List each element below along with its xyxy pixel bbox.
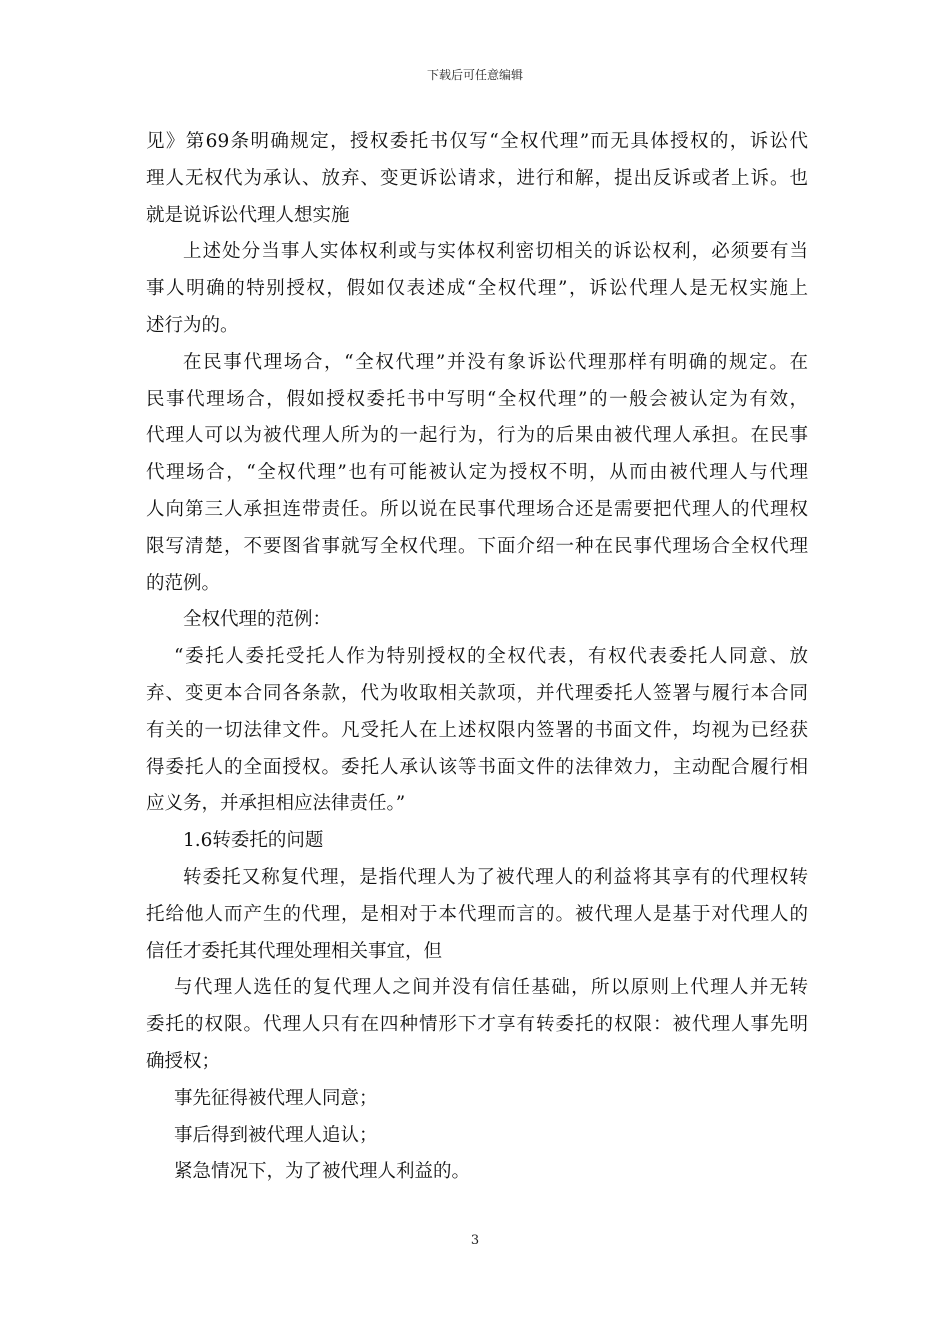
page-number: 3 xyxy=(470,1233,480,1248)
text-line: 理人无权代为承认、放弃、变更诉讼请求，进行和解，提出反诉或者上诉。也 xyxy=(146,167,808,189)
text-line: 限写清楚，不要图省事就写全权代理。下面介绍一种在民事代理场合全权代理 xyxy=(146,535,808,557)
list-item-emergency xyxy=(146,1154,808,1191)
page-header: 下载后可任意编辑 xyxy=(426,68,523,82)
text-line: 述行为的。 xyxy=(146,314,239,336)
text-line: 就是说诉讼代理人想实施 xyxy=(146,204,350,226)
paragraph-trust-basis xyxy=(146,970,808,1080)
paragraph-example-quote xyxy=(146,639,808,823)
section-heading-1-6 xyxy=(146,823,808,860)
text-line: 代理人可以为被代理人所为的一起行为，行为的后果由被代理人承担。在民事 xyxy=(146,425,808,447)
text-line: 紧急情况下，为了被代理人利益的。 xyxy=(174,1161,471,1183)
text-line: 托给他人而产生的代理，是相对于本代理而言的。被代理人是基于对代理人的 xyxy=(146,903,808,925)
text-line: 人向第三人承担连带责任。所以说在民事代理场合还是需要把代理人的代理权 xyxy=(146,498,808,520)
paragraph-authorization-rule xyxy=(146,124,808,234)
text-line: 确授权； xyxy=(146,1050,221,1072)
paragraph-sub-delegation xyxy=(146,860,808,970)
text-line: 应义务，并承担相应法律责任。” xyxy=(146,793,406,815)
list-item-ratification xyxy=(146,1118,808,1155)
text-line: 代理场合，“全权代理”也有可能被认定为授权不明，从而由被代理人与代理 xyxy=(146,462,808,484)
text-line: “委托人委托受托人作为特别授权的全权代表，有权代表委托人同意、放 xyxy=(174,646,808,668)
paragraph-example-heading xyxy=(146,602,808,639)
text-line: 事人明确的特别授权，假如仅表述成“全权代理”，诉讼代理人是无权实施上 xyxy=(146,278,808,300)
text-line: 得委托人的全面授权。委托人承认该等书面文件的法律效力，主动配合履行相 xyxy=(146,756,808,778)
text-line: 在民事代理场合，“全权代理”并没有象诉讼代理那样有明确的规定。在 xyxy=(183,351,808,373)
text-line: 转委托又称复代理，是指代理人为了被代理人的利益将其享有的代理权转 xyxy=(183,866,808,888)
text-line: 民事代理场合，假如授权委托书中写明“全权代理”的一般会被认定为有效， xyxy=(146,388,808,410)
text-line: 见》第69条明确规定，授权委托书仅写“全权代理”而无具体授权的，诉讼代 xyxy=(146,131,808,152)
text-line: 上述处分当事人实体权利或与实体权利密切相关的诉讼权利，必须要有当 xyxy=(183,241,808,263)
text-line: 事后得到被代理人追认； xyxy=(174,1124,378,1146)
text-line: 有关的一切法律文件。凡受托人在上述权限内签署的书面文件，均视为已经获 xyxy=(146,719,808,741)
text-line: 全权代理的范例： xyxy=(183,609,332,631)
paragraph-civil-agency xyxy=(146,345,808,603)
document-body xyxy=(146,124,808,1191)
paragraph-special-authorization xyxy=(146,234,808,344)
text-line: 弃、变更本合同各条款，代为收取相关款项，并代理委托人签署与履行本合同 xyxy=(146,682,808,704)
list-item-prior-consent xyxy=(146,1081,808,1118)
text-line: 的范例。 xyxy=(146,572,221,594)
text-line: 委托的权限。代理人只有在四种情形下才享有转委托的权限：被代理人事先明 xyxy=(146,1014,808,1036)
text-line: 信任才委托其代理处理相关事宜，但 xyxy=(146,940,443,962)
text-line: 与代理人选任的复代理人之间并没有信任基础，所以原则上代理人并无转 xyxy=(174,977,808,999)
text-line: 1.6转委托的问题 xyxy=(183,830,324,852)
text-line: 事先征得被代理人同意； xyxy=(174,1087,378,1109)
